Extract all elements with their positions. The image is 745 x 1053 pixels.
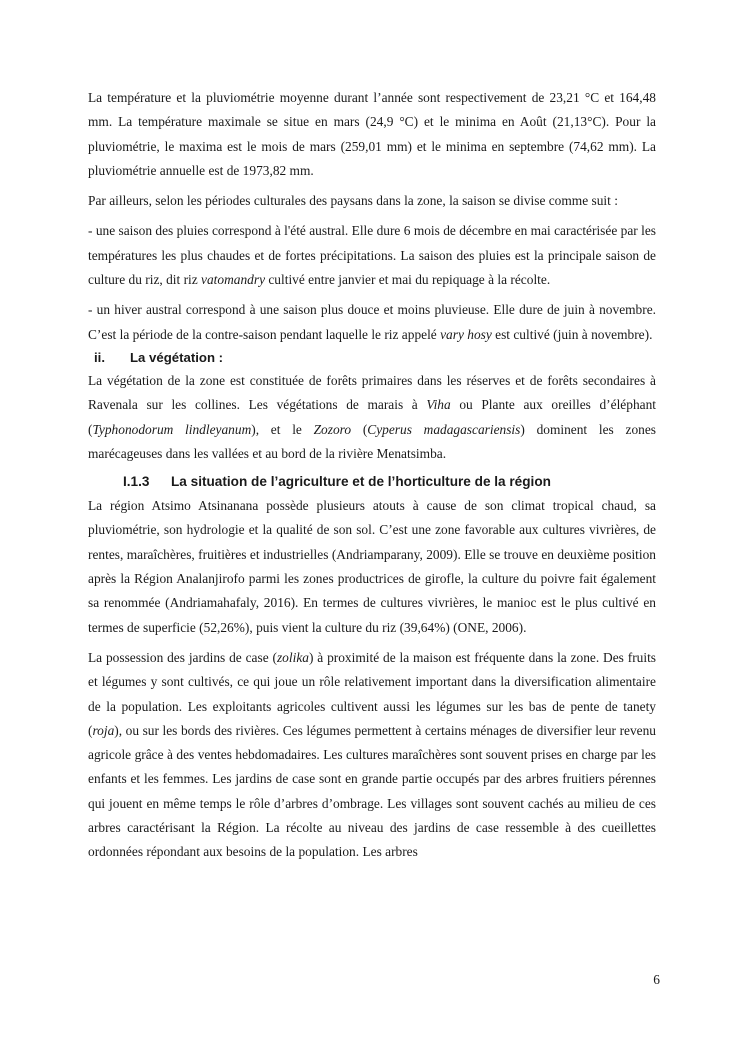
- text-run: La possession des jardins de case (: [88, 649, 277, 665]
- heading-title: La situation de l’agriculture et de l’horticulture de la région: [171, 474, 551, 490]
- italic-term-roja: roja: [92, 722, 115, 738]
- italic-term-cyperus: Cyperus madagascariensis: [367, 421, 521, 437]
- text-run: cultivé entre janvier et mai du repiquage à la récolte.: [265, 272, 551, 288]
- paragraph-region-assets: La région Atsimo Atsinanana possède plusieurs atouts à cause de son climat tropical chaud, sa pluviométrie, son hydrologie et la qualité de son sol. C’est une zone favorable aux cultures vivrières, de rentes, maraîchères, fruitières et industrielles (Andriamparany, 2009). Elle se trouve en deuxième position après la Région Analanjirofo parmi les zones productrices de girofle, la culture du poivre fait également sa renommée (Andriamahafaly, 2016). En termes de cultures vivrières, le manioc est le plus cultivé en termes de superficie (52,26%), puis vient la culture du riz (39,64%) (ONE, 2006).: [88, 498, 656, 635]
- paragraph-vegetation: [88, 369, 656, 466]
- text-run: (: [351, 421, 368, 437]
- text-run: - une saison des pluies correspond à l'été austral. Elle dure 6 mois de décembre en mai caractérisée par les températures les plus chaudes et de fortes précipitations. La saison des pluies est la principale saison de culture du riz, dit riz: [88, 223, 656, 288]
- italic-term-viha: Viha: [426, 397, 451, 413]
- paragraph-winter-season: [88, 298, 656, 347]
- text-run: ) à proximité de la maison est fréquente dans la zone. Des fruits et légumes y sont cultivés, ce qui joue un rôle relativement important dans la diversification alimentaire de la population. Les exploitants agricoles cultivent aussi les légumes sur les bas de pente de tanety (: [88, 649, 656, 738]
- heading-vegetation: [88, 347, 656, 369]
- text-run: ) dominent les zones marécageuses dans les vallées et au bord de la rivière Menatsimba.: [88, 421, 656, 461]
- italic-term-zozoro: Zozoro: [313, 421, 352, 437]
- italic-term-typhonodorum: Typhonodorum lindleyanum: [92, 421, 252, 437]
- document-page: [88, 86, 656, 865]
- text-run: ), et le: [251, 421, 314, 437]
- italic-term-vatomandry: vatomandry: [201, 272, 266, 288]
- italic-term-vary-hosy: vary hosy: [440, 326, 492, 342]
- paragraph-rainy-season: [88, 219, 656, 292]
- heading-title: La végétation :: [130, 349, 224, 365]
- text-run: ou Plante aux oreilles d’éléphant (: [88, 397, 656, 437]
- paragraph-seasons-intro: Par ailleurs, selon les périodes culturales des paysans dans la zone, la saison se divise comme suit :: [88, 193, 618, 209]
- heading-agriculture-situation: [88, 470, 656, 494]
- text-run: La végétation de la zone est constituée de forêts primaires dans les réserves et de forêts secondaires à Ravenala sur les collines. Les végétations de marais à: [88, 372, 656, 413]
- paragraph-climate-stats: La température et la pluviométrie moyenne durant l’année sont respectivement de 23,21 °C et 164,48 mm. La température maximale se situe en mars (24,9 °C) et le minima en Août (21,13°C). Pour la pluviométrie, le maxima est le mois de mars (259,01 mm) et le minima en septembre (74,62 mm). La pluviométrie annuelle est de 1973,82 mm.: [88, 90, 656, 178]
- heading-number: ii.: [94, 349, 105, 365]
- text-run: est cultivé (juin à novembre).: [491, 326, 653, 342]
- page-number: 6: [653, 972, 660, 987]
- heading-number: I.1.3: [123, 474, 150, 490]
- text-run: - un hiver austral correspond à une saison plus douce et moins pluvieuse. Elle dure de juin à novembre. C’est la période de la contre-saison pendant laquelle le riz appelé: [88, 302, 656, 342]
- paragraph-home-gardens: [88, 646, 656, 865]
- italic-term-zolika: zolika: [276, 649, 309, 665]
- text-run: ), ou sur les bords des rivières. Ces légumes permettent à certains ménages de diversifier leur revenu agricole grâce à des ventes hebdomadaires. Les cultures maraîchères sont souvent prises en charge par les enfants et les femmes. Les jardins de case sont en grande partie occupés par des arbres fruitiers pérennes qui jouent en même temps le rôle d’arbres d’ombrage. Les villages sont souvent cachés au milieu de ces arbres caractérisant la Région. La récolte au niveau des jardins de case ressemble à des cueillettes ordonnées répondant aux besoins de la population. Les arbres: [88, 722, 656, 860]
